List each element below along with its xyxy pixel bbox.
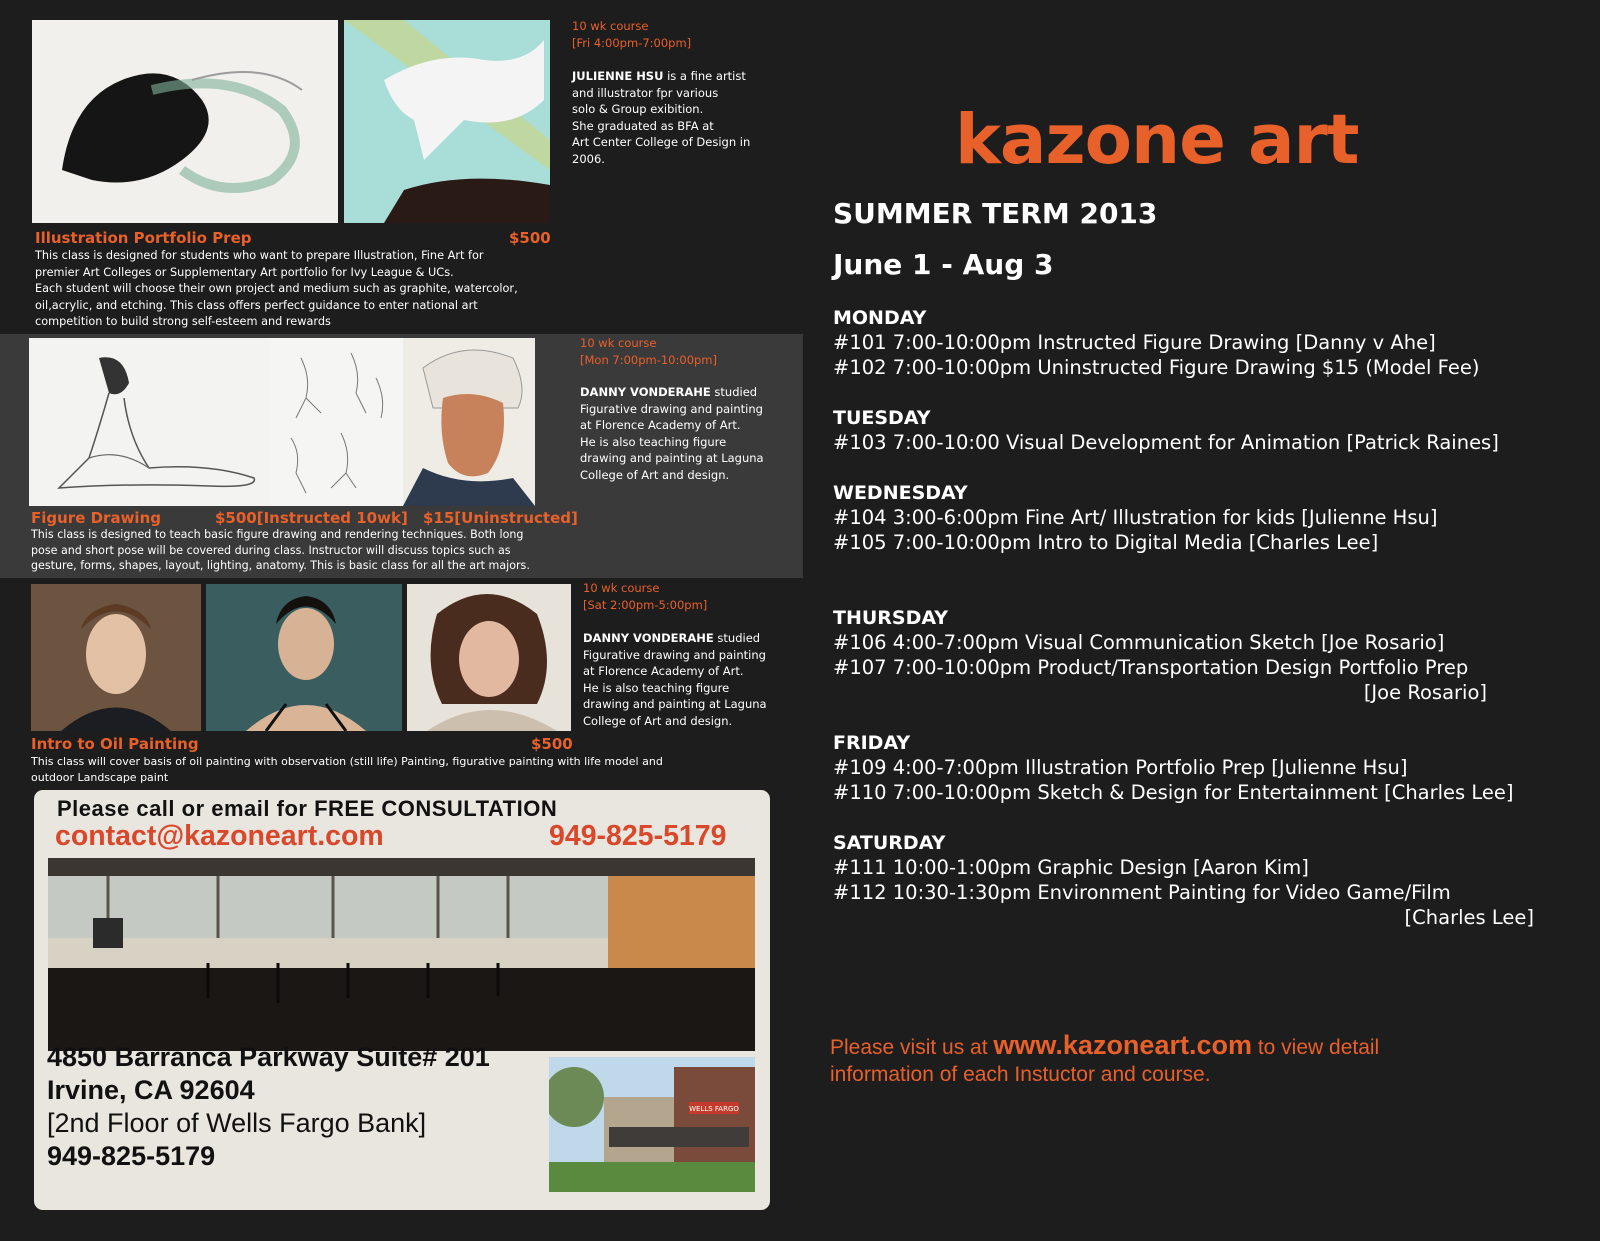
bio-line: Art Center College of Design in: [572, 135, 751, 149]
bio-line: College of Art and design.: [580, 467, 730, 482]
day-monday: MONDAY: [833, 307, 927, 329]
bio-line: at Florence Academy of Art.: [580, 418, 741, 432]
course-schedule: [583, 580, 707, 613]
description-line: premier Art Colleges or Supplementary Art portfolio for Ivy League & UCs.: [35, 265, 454, 279]
artwork-image-portrait-man: [403, 338, 535, 506]
course-title: Illustration Portfolio Prep: [35, 229, 252, 247]
course-time: [Fri 4:00pm-7:00pm]: [572, 35, 692, 50]
class-instructor-continuation: [Joe Rosario]: [1363, 681, 1487, 704]
address-city: Irvine, CA 92604: [47, 1075, 255, 1105]
bio-line: He is also teaching figure: [580, 434, 727, 449]
artwork-image-portrait-woman-3: [407, 584, 571, 731]
course-length: 10 wk course: [580, 336, 657, 350]
course-price-uninstructed: $15[Uninstructed]: [423, 509, 578, 527]
course-length: 10 wk course: [583, 581, 660, 595]
artwork-image-portrait-woman-2: [206, 584, 402, 731]
course-time: [Sat 2:00pm-5:00pm]: [583, 597, 708, 612]
artwork-image-portrait-woman-1: [31, 584, 201, 731]
bio-line: solo & Group exibition.: [572, 102, 704, 116]
address-phone[interactable]: 949-825-5179: [47, 1141, 216, 1171]
bio-line: Figurative drawing and painting: [580, 401, 763, 416]
logo: kazone art: [955, 100, 1359, 180]
class-item: #110 7:00-10:00pm Sketch & Design for Entertainment [Charles Lee]: [833, 781, 1514, 804]
class-instructor-continuation: [Charles Lee]: [1404, 906, 1534, 929]
description-line: outdoor Landscape paint: [31, 771, 169, 784]
course-description: [31, 527, 596, 574]
artwork-image-black-figure: [32, 20, 338, 223]
bio-line: He is also teaching figure: [583, 680, 730, 695]
contact-card: [34, 790, 770, 1210]
class-item: #112 10:30-1:30pm Environment Painting for Video Game/Film: [833, 881, 1451, 904]
instructor-name: DANNY VONDERAHE: [580, 385, 711, 399]
day-wednesday: WEDNESDAY: [833, 482, 968, 504]
studio-classroom-photo: [48, 858, 755, 1051]
bio-line: 2006.: [572, 151, 605, 166]
consultation-headline: Please call or email for FREE CONSULTATION: [57, 796, 558, 821]
course-title: Figure Drawing: [31, 509, 161, 527]
bio-line: studied: [713, 631, 761, 645]
course-schedule: [572, 18, 691, 51]
day-thursday: THURSDAY: [833, 607, 949, 629]
description-line: pose and short pose will be covered during class. Instructor will discuss topics such as: [31, 543, 511, 557]
description-line: Each student will choose their own project and medium such as graphite, watercolor,: [35, 282, 518, 295]
building-photo: [549, 1057, 755, 1192]
contact-phone[interactable]: 949-825-5179: [549, 820, 727, 852]
description-line: This class is designed for students who want to prepare Illustration, Fine Art for: [35, 249, 484, 262]
class-item: #104 3:00-6:00pm Fine Art/ Illustration for kids [Julienne Hsu]: [833, 506, 1438, 529]
address-street: 4850 Barranca Parkway Suite# 201: [47, 1042, 490, 1072]
day-saturday: SATURDAY: [833, 832, 946, 854]
instructor-bio: [580, 384, 800, 483]
building-sign: WELLS FARGO: [689, 1105, 739, 1113]
visit-suffix: to view detail: [1251, 1036, 1380, 1059]
address-note: [2nd Floor of Wells Fargo Bank]: [47, 1108, 427, 1138]
description-line: This class is designed to teach basic figure drawing and rendering techniques. Both long: [31, 528, 524, 541]
course-description: [35, 248, 580, 331]
bio-line: Figurative drawing and painting: [583, 647, 766, 662]
bio-line: is a fine artist: [663, 69, 746, 83]
day-friday: FRIDAY: [833, 732, 911, 754]
course-price: $500: [509, 229, 551, 247]
course-schedule: [580, 335, 717, 368]
class-item: #111 10:00-1:00pm Graphic Design [Aaron Kim]: [833, 856, 1309, 879]
bio-line: She graduated as BFA at: [572, 118, 714, 133]
class-item: #103 7:00-10:00 Visual Development for Animation [Patrick Raines]: [833, 431, 1499, 454]
class-item: #109 4:00-7:00pm Illustration Portfolio Prep [Julienne Hsu]: [833, 756, 1408, 779]
visit-message: [830, 1032, 1530, 1088]
class-item: #101 7:00-10:00pm Instructed Figure Drawing [Danny v Ahe]: [833, 331, 1436, 354]
bio-line: College of Art and design.: [583, 713, 733, 728]
instructor-bio: [572, 68, 792, 167]
class-item: #102 7:00-10:00pm Uninstructed Figure Drawing $15 (Model Fee): [833, 356, 1480, 379]
bio-line: at Florence Academy of Art.: [583, 664, 744, 678]
instructor-bio: [583, 630, 803, 729]
day-tuesday: TUESDAY: [833, 407, 931, 429]
bio-line: studied: [710, 385, 758, 399]
class-item: #105 7:00-10:00pm Intro to Digital Media [Charles Lee]: [833, 531, 1379, 554]
artwork-image-gesture-sketches: [271, 338, 403, 506]
visit-prefix: Please visit us at: [830, 1036, 994, 1059]
course-length: 10 wk course: [572, 19, 649, 33]
description-line: gesture, forms, shapes, layout, lighting, anatomy. This is basic class for all the art majors.: [31, 559, 530, 572]
description-line: oil,acrylic, and etching. This class offers perfect guidance to enter national art: [35, 298, 478, 312]
course-price: $500[Instructed 10wk]: [215, 509, 408, 527]
term-dates: June 1 - Aug 3: [833, 248, 1054, 281]
course-price: $500: [531, 735, 573, 753]
instructor-name: DANNY VONDERAHE: [583, 631, 714, 645]
description-line: This class will cover basis of oil painting with observation (still life) Painting, figurative painting with life model and: [31, 755, 663, 768]
class-item: #107 7:00-10:00pm Product/Transportation Design Portfolio Prep: [833, 656, 1469, 679]
class-item: #106 4:00-7:00pm Visual Communication Sketch [Joe Rosario]: [833, 631, 1445, 654]
artwork-image-dog: [344, 20, 550, 223]
course-title: Intro to Oil Painting: [31, 735, 199, 753]
artwork-image-reclining-figure: [29, 338, 271, 506]
term-title: SUMMER TERM 2013: [833, 197, 1158, 230]
bio-line: drawing and painting at Laguna: [580, 451, 764, 465]
course-description: [31, 754, 791, 786]
bio-line: and illustrator fpr various: [572, 85, 719, 100]
course-time: [Mon 7:00pm-10:00pm]: [580, 352, 717, 367]
instructor-name: JULIENNE HSU: [572, 69, 664, 83]
contact-email[interactable]: contact@kazoneart.com: [55, 820, 384, 852]
bio-line: drawing and painting at Laguna: [583, 697, 767, 711]
visit-line-2: information of each Instuctor and course.: [830, 1063, 1211, 1086]
description-line: competition to build strong self-esteem and rewards: [35, 315, 331, 328]
website-link[interactable]: www.kazoneart.com: [993, 1030, 1252, 1060]
